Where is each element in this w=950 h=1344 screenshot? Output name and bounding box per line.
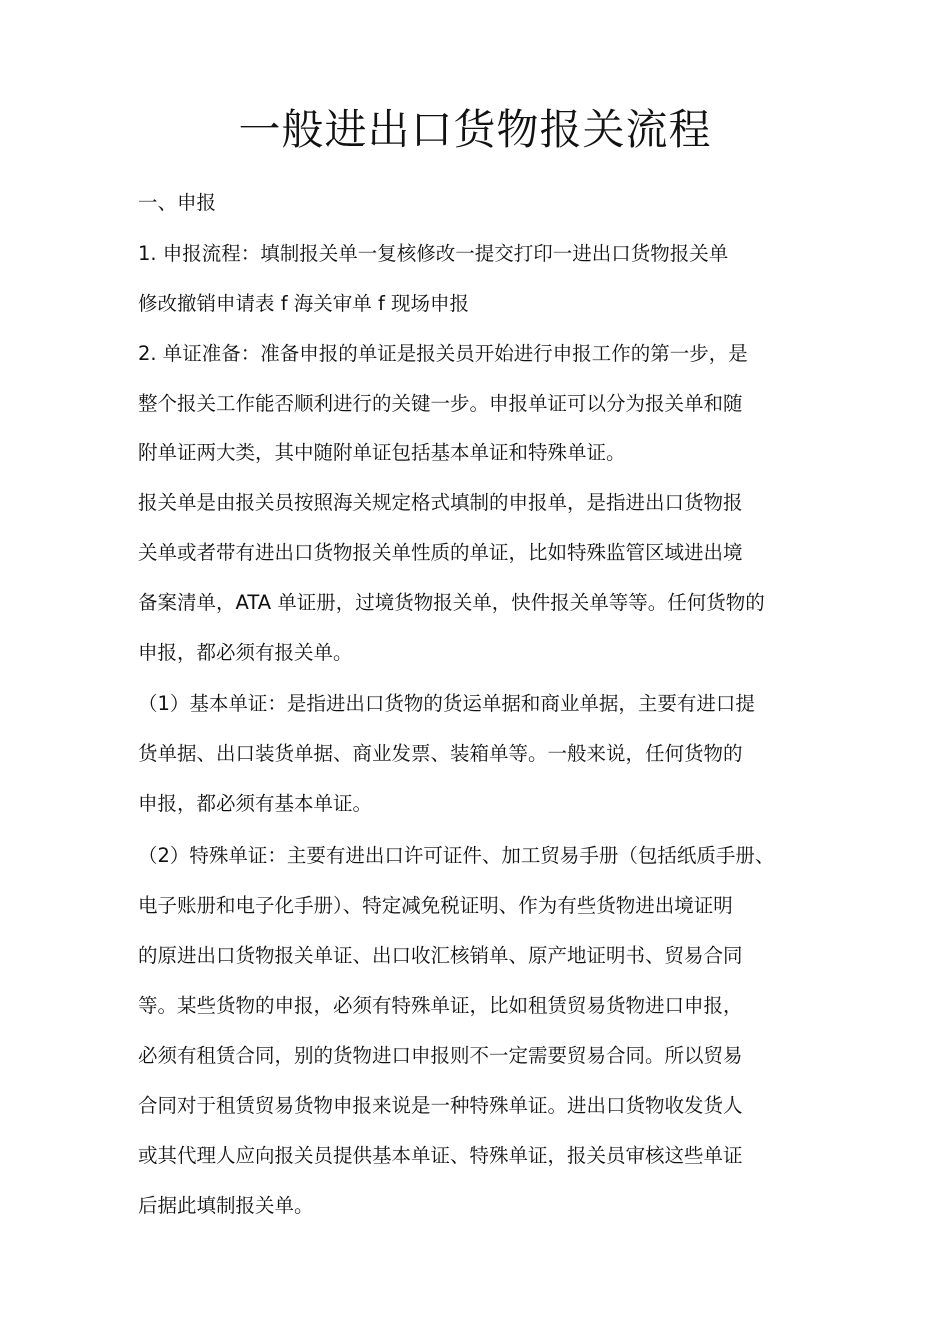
body-line: 申报，都必须有报关单。 (138, 641, 353, 664)
body-line: 附单证两大类，其中随附单证包括基本单证和特殊单证。 (138, 441, 626, 464)
body-line: 电子账册和电子化手册）、特定减免税证明、作为有些货物进出境证明 (138, 894, 733, 917)
body-line: 或其代理人应向报关员提供基本单证、特殊单证，报关员审核这些单证 (138, 1144, 743, 1167)
document-title: 一般进出口货物报关流程 (238, 105, 712, 154)
body-line: 等。某些货物的申报，必须有特殊单证，比如租赁贸易货物进口申报， (138, 994, 743, 1017)
body-line: 整个报关工作能否顺利进行的关键一步。申报单证可以分为报关单和随 (138, 392, 743, 415)
section-heading-declaration: 一、申报 (138, 191, 217, 214)
body-line: 后据此填制报关单。 (138, 1194, 314, 1217)
body-line: 1. 申报流程：填制报关单一复核修改一提交打印一进出口货物报关单 (138, 242, 729, 265)
body-line: （1）基本单证：是指进出口货物的货运单据和商业单据，主要有进口提 (138, 692, 755, 715)
body-line: 货单据、出口装货单据、商业发票、装箱单等。一般来说，任何货物的 (138, 742, 743, 765)
body-line: 2. 单证准备：准备申报的单证是报关员开始进行申报工作的第一步，是 (138, 342, 748, 365)
body-line: 修改撤销申请表 f 海关审单 f 现场申报 (138, 292, 470, 315)
body-line: 合同对于租赁贸易货物申报来说是一种特殊单证。进出口货物收发货人 (138, 1094, 743, 1117)
body-line: （2）特殊单证：主要有进出口许可证件、加工贸易手册（包括纸质手册、 (138, 844, 775, 867)
body-line: 关单或者带有进出口货物报关单性质的单证，比如特殊监管区域进出境 (138, 541, 743, 564)
body-line: 申报，都必须有基本单证。 (138, 792, 373, 815)
body-line: 报关单是由报关员按照海关规定格式填制的申报单，是指进出口货物报 (138, 491, 743, 514)
body-line: 备案清单，ATA 单证册，过境货物报关单，快件报关单等等。任何货物的 (138, 591, 765, 614)
body-line: 必须有租赁合同，别的货物进口申报则不一定需要贸易合同。所以贸易 (138, 1044, 743, 1067)
body-line: 的原进出口货物报关单证、出口收汇核销单、原产地证明书、贸易合同 (138, 944, 743, 967)
